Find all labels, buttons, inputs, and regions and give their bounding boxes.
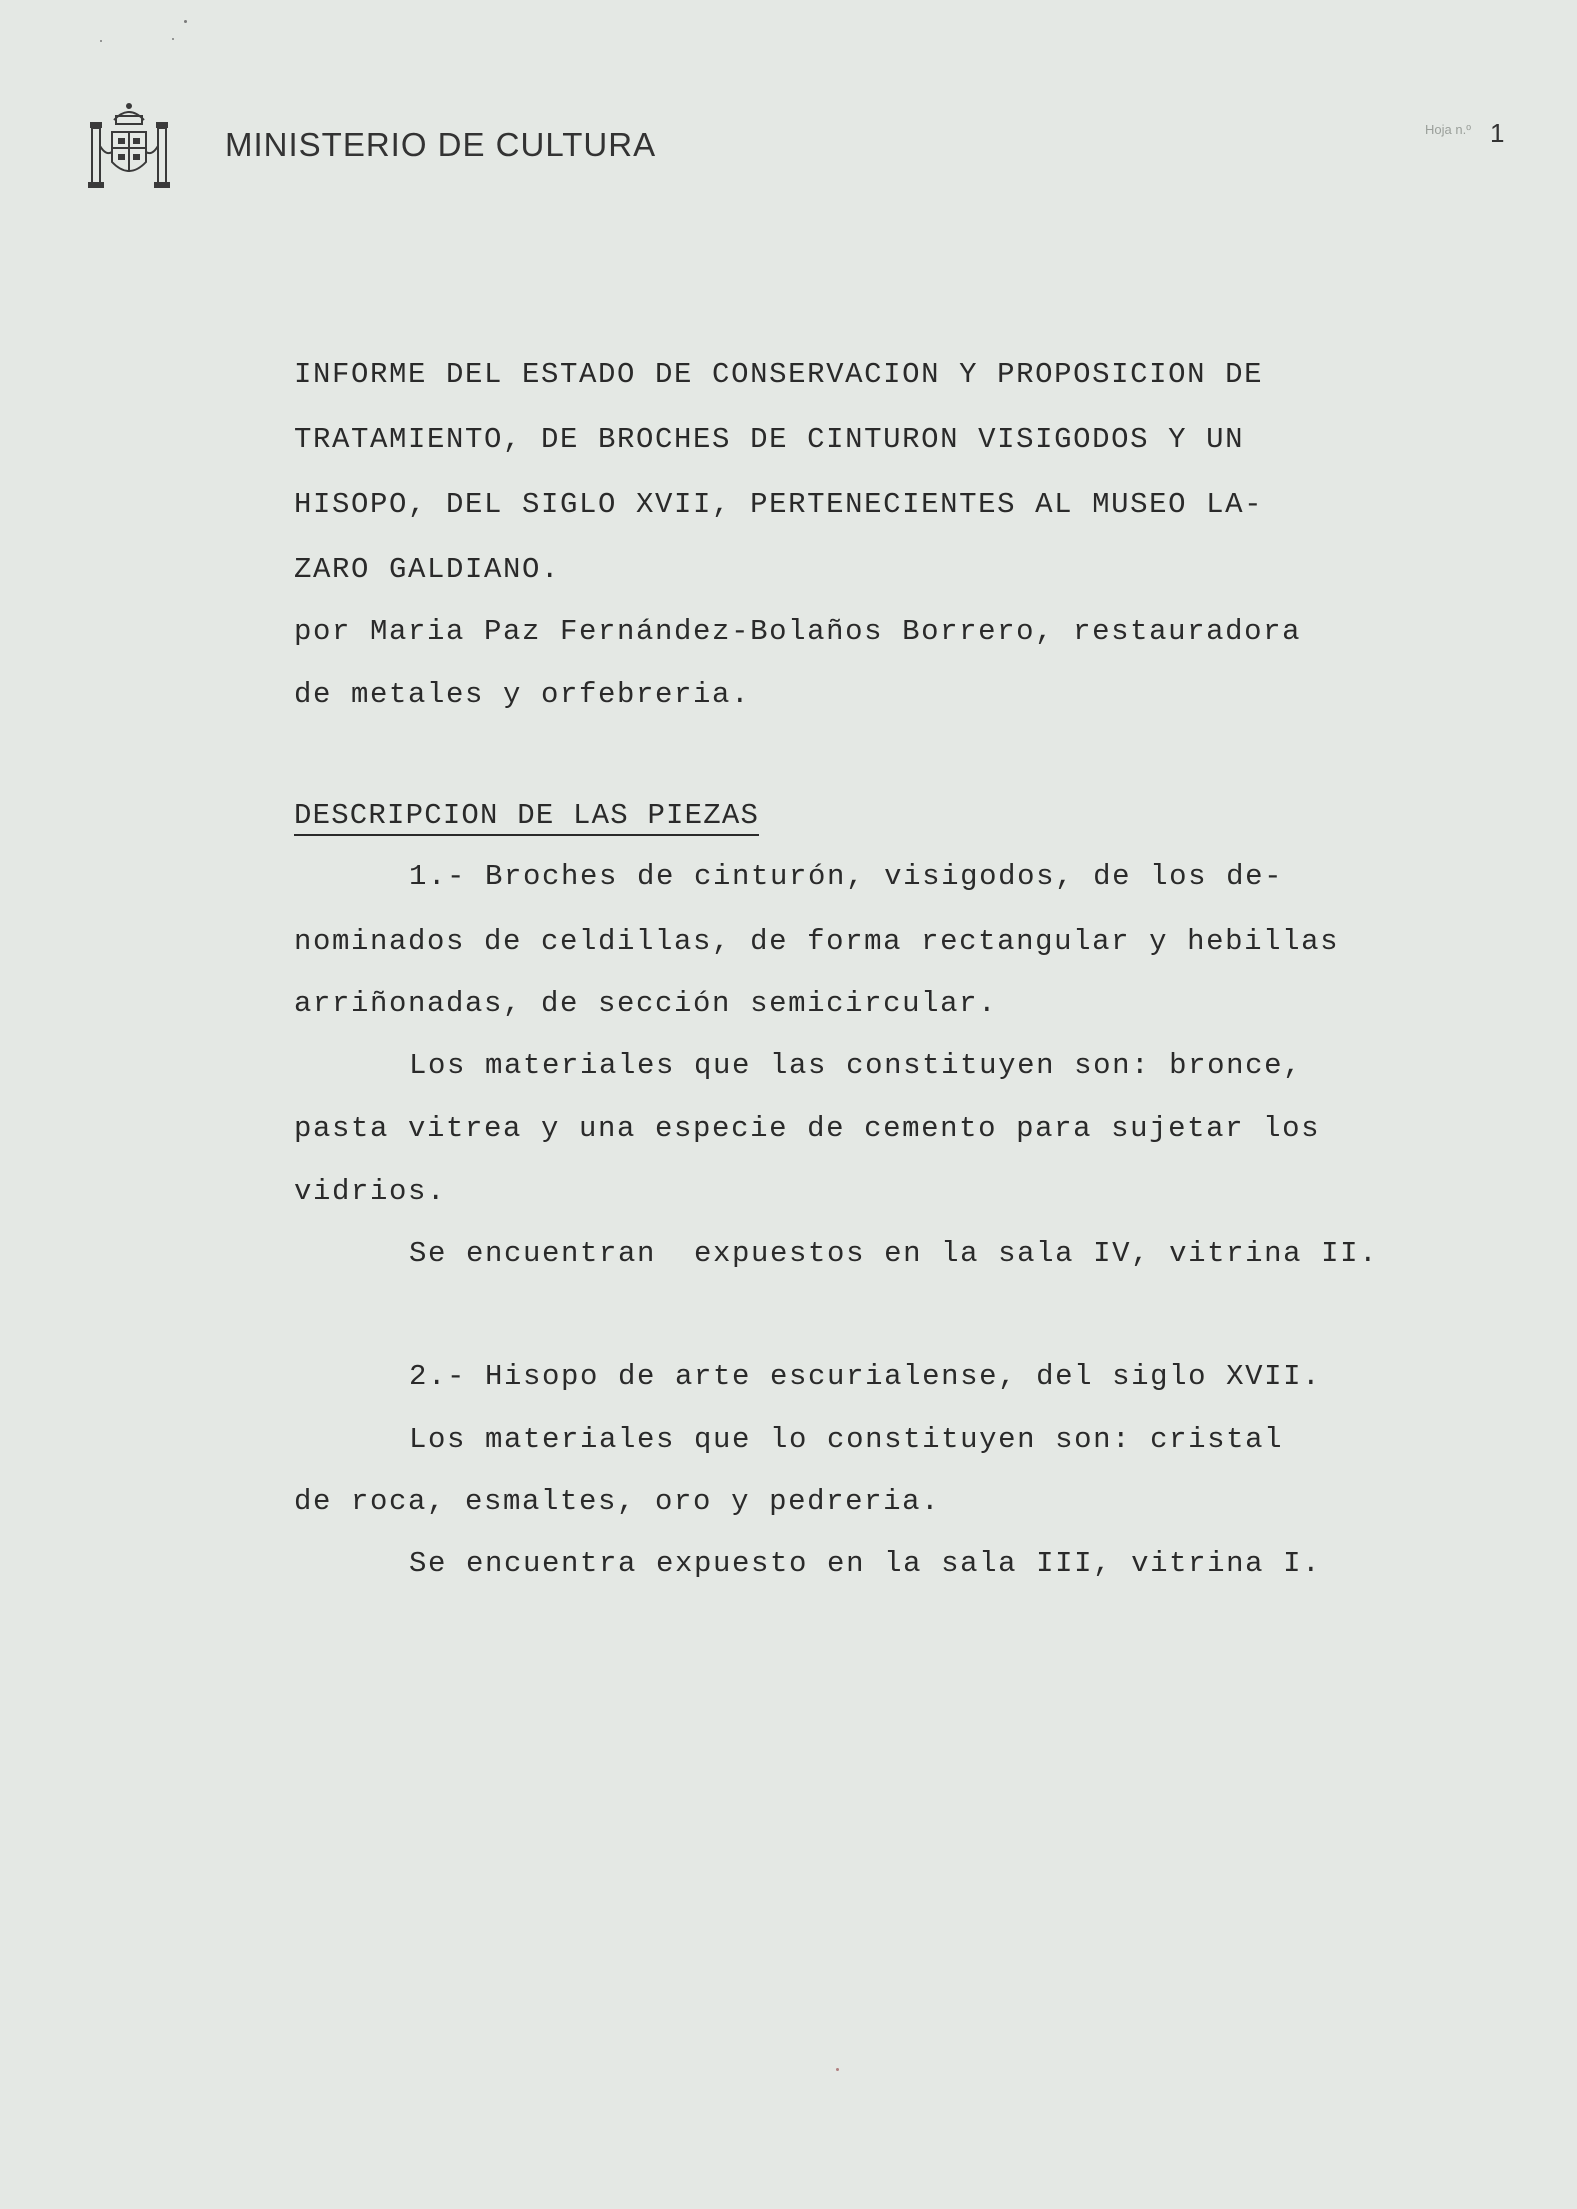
author-line: de metales y orfebreria.	[294, 678, 751, 711]
item2-line: Se encuentra expuesto en la sala III, vitrina I.	[409, 1547, 1322, 1580]
item1-line: pasta vitrea y una especie de cemento para sujetar los	[294, 1112, 1321, 1145]
page-number: 1	[1490, 118, 1505, 148]
paper-speck	[184, 20, 187, 23]
title-line: ZARO GALDIANO.	[294, 553, 561, 586]
item1-line: Los materiales que las constituyen son: bronce,	[409, 1049, 1303, 1082]
item1-line: nominados de celdillas, de forma rectangular y hebillas	[294, 925, 1340, 958]
author-line: por Maria Paz Fernández-Bolaños Borrero, restauradora	[294, 615, 1302, 648]
item2-line: de roca, esmaltes, oro y pedreria.	[294, 1485, 941, 1518]
item1-line: vidrios.	[294, 1175, 447, 1208]
title-line: HISOPO, DEL SIGLO XVII, PERTENECIENTES AL MUSEO LA-	[294, 488, 1264, 521]
title-line: TRATAMIENTO, DE BROCHES DE CINTURON VISIGODOS Y UN	[294, 423, 1245, 456]
ministry-name: MINISTERIO DE CULTURA	[225, 126, 657, 163]
sheet-label: Hoja n.º	[1425, 122, 1471, 137]
item1-line: Se encuentran expuestos en la sala IV, vitrina II.	[409, 1237, 1379, 1270]
item2-line: Los materiales que lo constituyen son: cristal	[409, 1423, 1284, 1456]
title-line: INFORME DEL ESTADO DE CONSERVACION Y PROPOSICION DE	[294, 358, 1264, 391]
item1-line: 1.- Broches de cinturón, visigodos, de los de-	[409, 860, 1284, 893]
paper-speck	[172, 38, 174, 40]
item1-line: arriñonadas, de sección semicircular.	[294, 987, 998, 1020]
section-heading: DESCRIPCION DE LAS PIEZAS	[294, 799, 759, 836]
item2-line: 2.- Hisopo de arte escurialense, del siglo XVII.	[409, 1360, 1322, 1393]
paper-speck	[836, 2068, 839, 2071]
paper-speck	[100, 40, 102, 42]
coat-of-arms-icon	[84, 98, 174, 190]
